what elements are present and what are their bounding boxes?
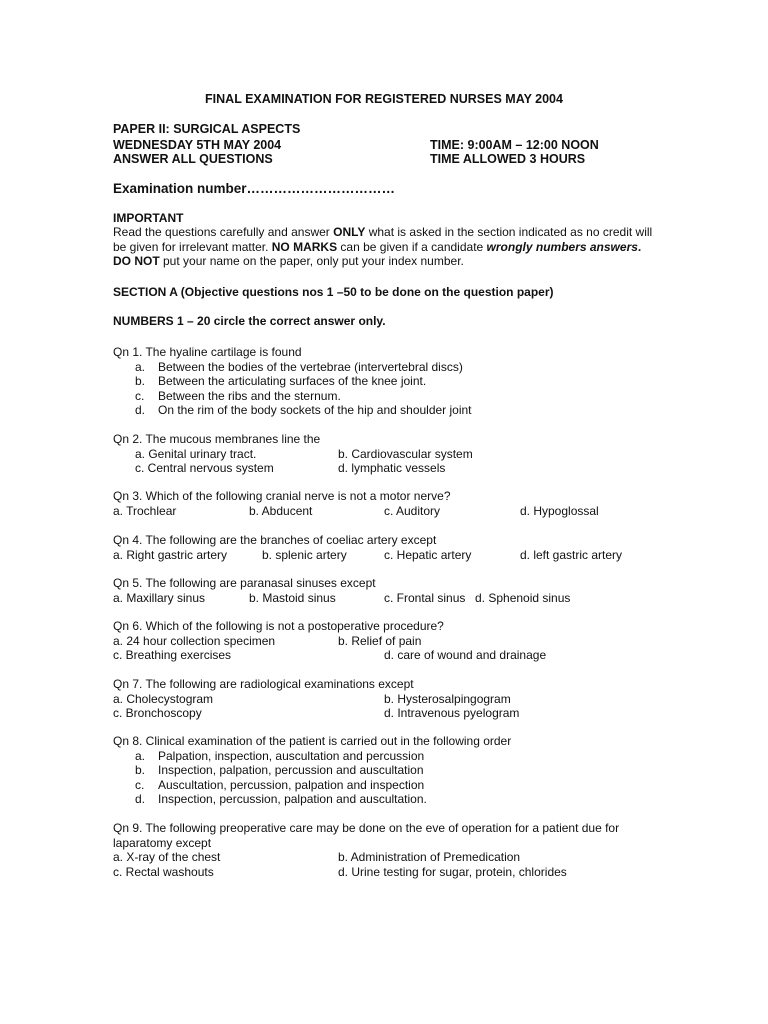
options-row-2 <box>113 648 673 663</box>
option-b[interactable] <box>113 763 673 778</box>
question-1 <box>113 345 673 418</box>
instr-part-1: Read the questions carefully and answer <box>113 225 334 239</box>
option-d[interactable] <box>113 403 673 418</box>
option-b[interactable]: b. Administration of Premedication <box>338 850 521 865</box>
numbers-instruction: NUMBERS 1 – 20 circle the correct answer only. <box>113 314 386 328</box>
date-time-line <box>113 138 713 153</box>
time-allowed: TIME ALLOWED 3 HOURS <box>430 152 586 166</box>
option-c[interactable]: c. Breathing exercises <box>113 648 232 663</box>
question-stem: Qn 3. Which of the following cranial nerve is not a motor nerve? <box>113 489 451 503</box>
options-row-1 <box>113 692 673 707</box>
important-instructions <box>113 225 653 269</box>
option-a[interactable]: a. Genital urinary tract. <box>135 446 257 461</box>
question-stem: Qn 1. The hyaline cartilage is found <box>113 345 302 359</box>
options-row <box>113 591 673 606</box>
option-d[interactable]: d. Intravenous pyelogram <box>384 706 520 721</box>
question-3 <box>113 489 673 518</box>
instr-wrongly: wrongly numbers answers <box>486 239 638 254</box>
option-d[interactable]: d. left gastric artery <box>520 547 623 562</box>
instr-only: ONLY <box>333 225 366 239</box>
question-stem: Qn 2. The mucous membranes line the <box>113 432 321 446</box>
option-d[interactable]: d. lymphatic vessels <box>338 461 446 476</box>
option-a[interactable]: a. Cholecystogram <box>113 691 214 706</box>
option-letter: b. <box>135 374 146 389</box>
option-c[interactable]: c. Bronchoscopy <box>113 706 202 721</box>
option-text: Between the bodies of the vertebrae (intervertebral discs) <box>158 359 463 374</box>
options-list <box>113 749 673 807</box>
question-7 <box>113 677 673 721</box>
question-stem: Qn 7. The following are radiological examinations except <box>113 677 414 691</box>
question-4 <box>113 533 673 562</box>
options-row-1 <box>113 634 673 649</box>
option-c[interactable]: c. Hepatic artery <box>384 547 472 562</box>
question-5 <box>113 576 673 605</box>
option-text: Palpation, inspection, auscultation and percussion <box>158 748 425 763</box>
option-a[interactable] <box>113 749 673 764</box>
option-d[interactable]: d. Sphenoid sinus <box>475 590 571 605</box>
instr-do-not: DO NOT <box>113 254 160 269</box>
option-b[interactable]: b. Mastoid sinus <box>249 590 336 605</box>
option-text: Between the articulating surfaces of the knee joint. <box>158 374 427 389</box>
question-stem: Qn 8. Clinical examination of the patient is carried out in the following order <box>113 734 512 748</box>
option-a[interactable]: a. Maxillary sinus <box>113 590 206 605</box>
option-b[interactable] <box>113 374 673 389</box>
option-letter: d. <box>135 792 146 807</box>
option-letter: d. <box>135 403 146 418</box>
option-text: Between the ribs and the sternum. <box>158 388 341 403</box>
option-d[interactable]: d. Hypoglossal <box>520 503 599 518</box>
option-text: Auscultation, percussion, palpation and inspection <box>158 777 425 792</box>
option-d[interactable]: d. Urine testing for sugar, protein, chlorides <box>338 864 567 879</box>
options-row <box>113 504 673 519</box>
paper-name: PAPER II: SURGICAL ASPECTS <box>113 122 301 136</box>
option-a[interactable] <box>113 360 673 375</box>
question-6 <box>113 619 673 663</box>
question-2 <box>113 432 673 476</box>
paper-line <box>113 122 713 137</box>
option-b[interactable]: b. splenic artery <box>262 547 347 562</box>
option-letter: c. <box>135 777 145 792</box>
answer-all: ANSWER ALL QUESTIONS <box>113 152 273 166</box>
option-d[interactable]: d. care of wound and drainage <box>384 648 547 663</box>
question-stem: Qn 5. The following are paranasal sinuses except <box>113 576 376 590</box>
section-a-heading: SECTION A (Objective questions nos 1 –50 to be done on the question paper) <box>113 285 554 299</box>
option-d[interactable] <box>113 792 673 807</box>
question-9 <box>113 821 673 879</box>
options-row-2 <box>113 865 673 880</box>
option-c[interactable]: c. Rectal washouts <box>113 864 214 879</box>
option-b[interactable]: b. Hysterosalpingogram <box>384 691 511 706</box>
option-letter: c. <box>135 388 145 403</box>
exam-date: WEDNESDAY 5TH MAY 2004 <box>113 138 282 152</box>
option-a[interactable]: a. Right gastric artery <box>113 547 228 562</box>
option-b[interactable]: b. Abducent <box>249 503 313 518</box>
option-c[interactable]: c. Central nervous system <box>135 461 274 476</box>
option-a[interactable]: a. Trochlear <box>113 503 177 518</box>
option-c[interactable] <box>113 778 673 793</box>
options-row <box>113 548 673 563</box>
option-a[interactable]: a. X-ray of the chest <box>113 850 221 865</box>
option-letter: a. <box>135 359 146 374</box>
option-letter: b. <box>135 763 146 778</box>
option-b[interactable]: b. Relief of pain <box>338 633 422 648</box>
instr-no-marks: NO MARKS <box>271 239 338 254</box>
instr-part-4: . <box>637 239 642 254</box>
option-c[interactable]: c. Frontal sinus <box>384 590 466 605</box>
options-row-1 <box>113 447 673 462</box>
option-a[interactable]: a. 24 hour collection specimen <box>113 633 276 648</box>
important-heading: IMPORTANT <box>113 211 184 225</box>
option-text: Inspection, percussion, palpation and auscultation. <box>158 792 427 807</box>
instr-part-3: can be given if a candidate <box>337 239 487 254</box>
exam-time: TIME: 9:00AM – 12:00 NOON <box>430 138 599 152</box>
options-row-2 <box>113 461 673 476</box>
options-row-2 <box>113 706 673 721</box>
option-c[interactable]: c. Auditory <box>384 503 441 518</box>
question-stem: Qn 4. The following are the branches of coeliac artery except <box>113 533 437 547</box>
options-row-1 <box>113 850 673 865</box>
option-text: Inspection, palpation, percussion and auscultation <box>158 763 424 778</box>
option-text: On the rim of the body sockets of the hip and shoulder joint <box>158 403 472 418</box>
option-letter: a. <box>135 748 146 763</box>
question-stem-line-2: laparatomy except <box>113 835 212 850</box>
exam-title: FINAL EXAMINATION FOR REGISTERED NURSES MAY 2004 <box>205 92 563 106</box>
question-stem: Qn 6. Which of the following is not a postoperative procedure? <box>113 619 444 633</box>
examination-number-field[interactable]: Examination number…………………………… <box>113 181 396 196</box>
instr-part-2: what is asked in the section indicated as no credit will be given for irrelevant matter. <box>113 225 653 254</box>
question-8 <box>113 734 673 807</box>
instr-part-5: put your name on the paper, only put your index number. <box>159 254 464 269</box>
options-list <box>113 360 673 418</box>
question-stem-line-1: Qn 9. The following preoperative care may be done on the eve of operation for a patient due for <box>113 821 620 835</box>
option-b[interactable]: b. Cardiovascular system <box>338 446 473 461</box>
answer-line <box>113 152 713 167</box>
option-c[interactable] <box>113 389 673 404</box>
